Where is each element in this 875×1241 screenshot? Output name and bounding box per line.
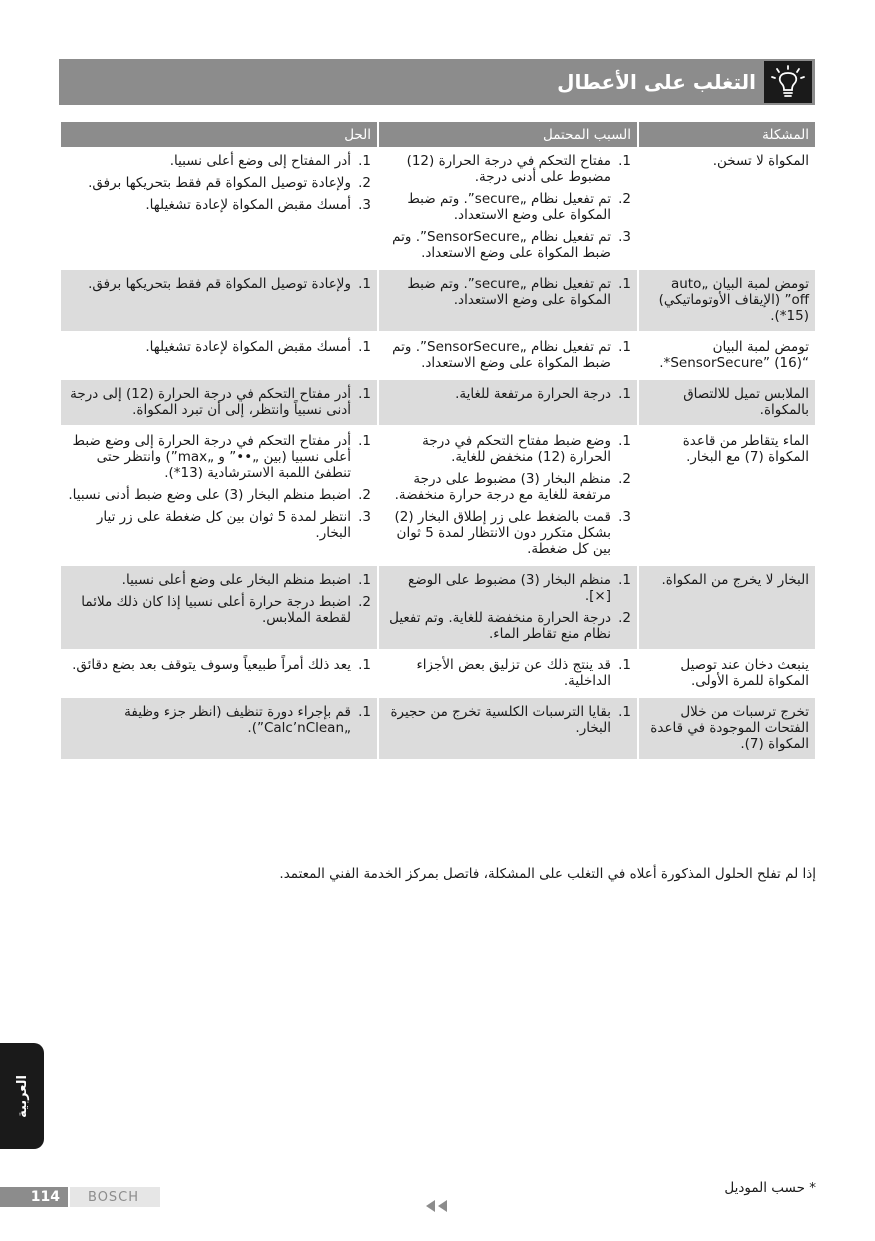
cause-item: [385, 471, 631, 503]
cause-item-number: 1.: [618, 153, 631, 169]
cause-cell: [379, 268, 637, 331]
cause-item-text: قد ينتج ذلك عن تزليق بعض الأجزاء الداخلية.: [416, 657, 611, 689]
solution-item-number: 1.: [358, 276, 371, 292]
cause-list: [385, 433, 631, 557]
solution-item-text: اضبط منظم البخار (3) على وضع ضبط أدنى نسبيا.: [68, 487, 351, 503]
solution-cell: [61, 147, 377, 268]
solution-item-text: انتظر لمدة 5 ثوان بين كل ضغطة على زر تيار البخار.: [96, 509, 351, 541]
solution-item-number: 2.: [358, 594, 371, 610]
cause-list: [385, 657, 631, 689]
cause-item-text: تم تفعيل نظام „secure”. وتم ضبط المكواة على وضع الاستعداد.: [407, 191, 611, 223]
cause-item-number: 1.: [618, 339, 631, 355]
cause-item: [385, 509, 631, 557]
solution-item-number: 1.: [358, 386, 371, 402]
cause-item: [385, 433, 631, 465]
solution-item-text: قم بإجراء دورة تنظيف (انظر جزء وظيفة „Calc’nClean”).: [124, 704, 351, 736]
solution-cell: [61, 649, 377, 696]
cause-item-text: وضع ضبط مفتاح التحكم في درجة الحرارة (12) منخفض للغاية.: [422, 433, 611, 465]
model-note: * حسب الموديل: [724, 1180, 816, 1196]
cause-item-text: منظم البخار (3) مضبوط على درجة مرتفعة للغاية مع درجة حرارة منخفضة.: [394, 471, 611, 503]
solution-item-number: 3.: [358, 197, 371, 213]
cause-item-text: تم تفعيل نظام „SensorSecure”. وتم ضبط المكواة على وضع الاستعداد.: [392, 339, 611, 371]
solution-item-text: أدر المفتاح إلى وضع أعلى نسبيا.: [169, 153, 351, 169]
solution-cell: [61, 378, 377, 425]
column-header-cause: السبب المحتمل: [379, 122, 637, 147]
cause-list: [385, 339, 631, 371]
cause-item-text: تم تفعيل نظام „secure”. وتم ضبط المكواة على وضع الاستعداد.: [407, 276, 611, 308]
cause-cell: [379, 425, 637, 564]
solution-item-number: 2.: [358, 487, 371, 503]
solution-item-number: 1.: [358, 572, 371, 588]
solution-item-number: 2.: [358, 175, 371, 191]
solution-list: [67, 339, 371, 355]
problem-cell: ينبعث دخان عند توصيل المكواة للمرة الأولى.: [639, 649, 815, 696]
page-number: 114: [0, 1187, 68, 1207]
solution-item-text: أمسك مقبض المكواة لإعادة تشغيلها.: [145, 339, 351, 355]
table-row: [61, 331, 815, 378]
cause-item-text: تم تفعيل نظام „SensorSecure”. وتم ضبط المكواة على وضع الاستعداد.: [392, 229, 611, 261]
cause-cell: [379, 147, 637, 268]
cause-item: [385, 610, 631, 642]
solution-item-text: ولإعادة توصيل المكواة قم فقط بتحريكها برفق.: [88, 175, 351, 191]
cause-list: [385, 704, 631, 736]
solution-item-text: أدر مفتاح التحكم في درجة الحرارة (12) إلى درجة أدنى نسبياً وانتظر، إلى أن تبرد المكواة.: [70, 386, 351, 418]
problem-cell: تومض لمبة البيان „auto off” (الإيقاف الأوتوماتيكي) (15*).: [639, 268, 815, 331]
cause-item-text: بقايا الترسبات الكلسية تخرج من حجيرة البخار.: [390, 704, 611, 736]
language-label: العربية: [14, 1074, 30, 1118]
cause-item: [385, 191, 631, 223]
cause-item-number: 2.: [618, 191, 631, 207]
cause-item-number: 1.: [618, 433, 631, 449]
solution-cell: [61, 425, 377, 564]
table-row: [61, 147, 815, 268]
solution-cell: [61, 268, 377, 331]
cause-cell: [379, 649, 637, 696]
section-title: التغلب على الأعطال: [557, 70, 756, 94]
double-arrow-left-icon: [424, 1199, 450, 1213]
problem-cell: البخار لا يخرج من المكواة.: [639, 564, 815, 649]
table-row: [61, 696, 815, 759]
problem-cell: الماء يتقاطر من قاعدة المكواة (7) مع البخار.: [639, 425, 815, 564]
cause-item: [385, 229, 631, 261]
solution-item: [67, 153, 371, 169]
cause-item-number: 2.: [618, 610, 631, 626]
problem-cell: تخرج ترسبات من خلال الفتحات الموجودة في قاعدة المكواة (7).: [639, 696, 815, 759]
service-center-note: إذا لم تفلح الحلول المذكورة أعلاه في التغلب على المشكلة، فاتصل بمركز الخدمة الفني المعتمد.: [279, 866, 816, 882]
solution-list: [67, 153, 371, 213]
cause-item-number: 3.: [618, 509, 631, 525]
troubleshooting-table: [59, 122, 817, 759]
solution-list: [67, 657, 371, 673]
cause-item: [385, 657, 631, 689]
solution-list: [67, 433, 371, 541]
cause-list: [385, 153, 631, 261]
solution-item-number: 1.: [358, 657, 371, 673]
cause-list: [385, 276, 631, 308]
cause-item-number: 2.: [618, 471, 631, 487]
column-header-solution: الحل: [61, 122, 377, 147]
cause-item-text: درجة الحرارة مرتفعة للغاية.: [455, 386, 611, 402]
solution-item: [67, 657, 371, 673]
cause-item: [385, 704, 631, 736]
solution-item-number: 1.: [358, 339, 371, 355]
solution-item: [67, 594, 371, 626]
problem-cell: تومض لمبة البيان “SensorSecure” (16)*.: [639, 331, 815, 378]
cause-item-number: 1.: [618, 572, 631, 588]
solution-item: [67, 572, 371, 588]
solution-item: [67, 487, 371, 503]
cause-item: [385, 276, 631, 308]
solution-item-text: أدر مفتاح التحكم في درجة الحرارة إلى وضع ضبط أعلى نسبيا (بين „••” و „max”) وانتظر حتى تنطفئ اللمبة الاسترشادية (13*).: [72, 433, 351, 481]
cause-item-number: 1.: [618, 704, 631, 720]
cause-list: [385, 386, 631, 402]
cause-cell: [379, 564, 637, 649]
solution-list: [67, 386, 371, 418]
cause-cell: [379, 696, 637, 759]
solution-item-number: 1.: [358, 433, 371, 449]
cause-cell: [379, 331, 637, 378]
solution-item: [67, 433, 371, 481]
brand-label: BOSCH: [70, 1187, 160, 1207]
solution-item-text: يعد ذلك أمراً طبيعياً وسوف يتوقف بعد بضع دقائق.: [72, 657, 351, 673]
solution-item-number: 1.: [358, 153, 371, 169]
solution-cell: [61, 696, 377, 759]
solution-item-text: اضبط منظم البخار على وضع أعلى نسبيا.: [121, 572, 351, 588]
solution-list: [67, 276, 371, 292]
solution-item-number: 1.: [358, 704, 371, 720]
solution-item-number: 3.: [358, 509, 371, 525]
table-row: [61, 564, 815, 649]
solution-item: [67, 704, 371, 736]
table-header-row: [61, 122, 815, 147]
table-row: [61, 268, 815, 331]
table-row: [61, 425, 815, 564]
cause-item-text: منظم البخار (3) مضبوط على الوضع [⨯].: [408, 572, 611, 604]
cause-item-number: 1.: [618, 657, 631, 673]
solution-item: [67, 175, 371, 191]
solution-item: [67, 339, 371, 355]
cause-item-text: درجة الحرارة منخفضة للغاية. وتم تفعيل نظام منع تقاطر الماء.: [389, 610, 611, 642]
cause-item-text: مفتاح التحكم في درجة الحرارة (12) مضبوط على أدنى درجة.: [406, 153, 611, 185]
cause-item: [385, 153, 631, 185]
cause-item-number: 1.: [618, 276, 631, 292]
solution-cell: [61, 564, 377, 649]
table-row: [61, 649, 815, 696]
solution-item: [67, 509, 371, 541]
cause-item-number: 1.: [618, 386, 631, 402]
column-header-problem: المشكلة: [639, 122, 815, 147]
solution-item: [67, 276, 371, 292]
cause-list: [385, 572, 631, 642]
cause-item: [385, 572, 631, 604]
solution-item-text: ولإعادة توصيل المكواة قم فقط بتحريكها برفق.: [88, 276, 351, 292]
table-row: [61, 378, 815, 425]
solution-item-text: أمسك مقبض المكواة لإعادة تشغيلها.: [145, 197, 351, 213]
problem-cell: المكواة لا تسخن.: [712, 153, 809, 169]
solution-list: [67, 572, 371, 626]
lightbulb-icon: [764, 61, 812, 103]
cause-item: [385, 339, 631, 371]
solution-list: [67, 704, 371, 736]
problem-cell: الملابس تميل للالتصاق بالمكواة.: [639, 378, 815, 425]
section-header: [59, 59, 815, 105]
cause-item-number: 3.: [618, 229, 631, 245]
solution-item-text: اضبط درجة حرارة أعلى نسبيا إذا كان ذلك ملائما لقطعة الملابس.: [81, 594, 351, 626]
solution-item: [67, 386, 371, 418]
cause-item-text: قمت بالضغط على زر إطلاق البخار (2) بشكل متكرر دون الانتظار لمدة 5 ثوان بين كل ضغطة.: [394, 509, 611, 557]
language-tab: [0, 1043, 44, 1149]
solution-cell: [61, 331, 377, 378]
solution-item: [67, 197, 371, 213]
cause-cell: [379, 378, 637, 425]
cause-item: [385, 386, 631, 402]
